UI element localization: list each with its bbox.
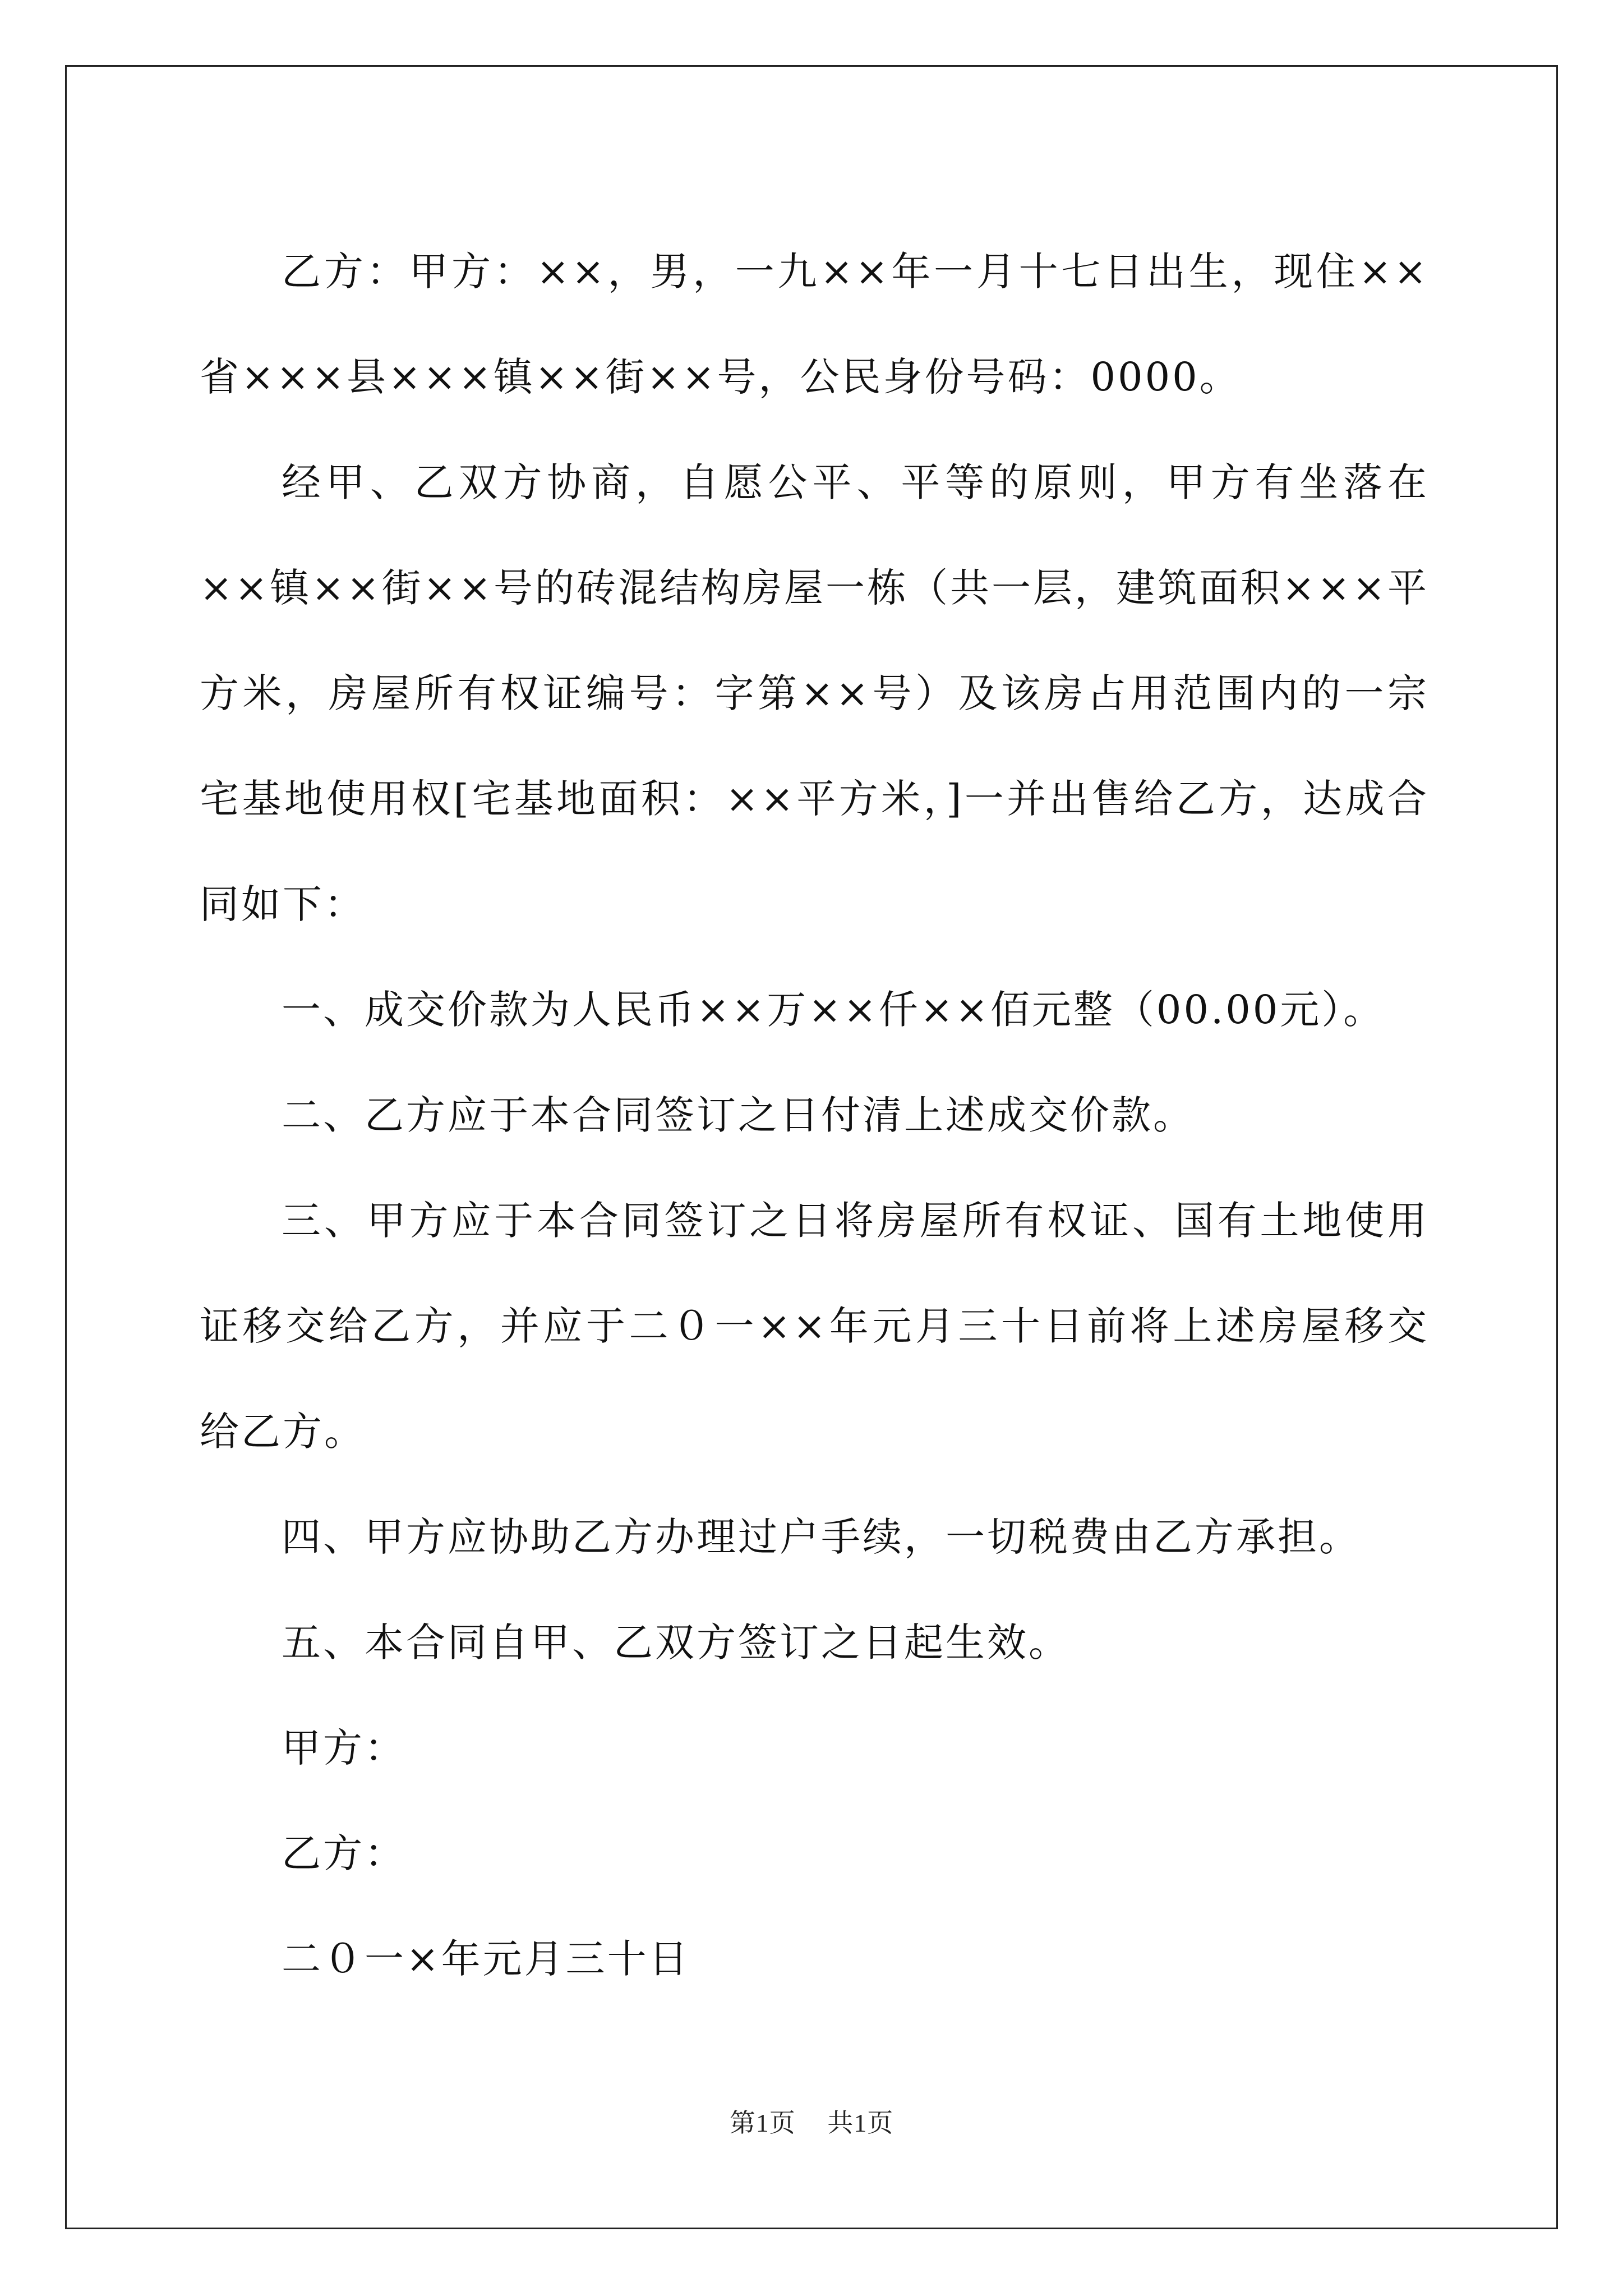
clause-2-payment: 二、乙方应于本合同签订之日付清上述成交价款。: [282, 1092, 1195, 1138]
clause-1-price: 一、成交价款为人民币××万××仟××佰元整（00.00元）。: [282, 987, 1385, 1033]
party-info-paragraph: 乙方：甲方：××，男，一九××年一月十七日出生，现住××省×××县×××镇××街××号，公民身份号码：0000。: [200, 249, 1429, 400]
page-footer: [0, 2102, 1623, 2139]
clause-5-effective: 五、本合同自甲、乙双方签订之日起生效。: [282, 1619, 1070, 1665]
agreement-intro-paragraph: 经甲、乙双方协商，自愿公平、平等的原则，甲方有坐落在××镇××街××号的砖混结构房屋一栋（共一层，建筑面积×××平方米，房屋所有权证编号：字第××号）及该房占用范围内的一宗宅基地使用权[宅基地面积：××平方米，]一并出售给乙方，达成合同如下：: [200, 459, 1429, 927]
signature-party-a: 甲方：: [282, 1725, 406, 1771]
signature-date: 二０一×年元月三十日: [282, 1936, 690, 1982]
clause-3-transfer: 三、甲方应于本合同签订之日将房屋所有权证、国有土地使用证移交给乙方，并应于二０一××年元月三十日前将上述房屋移交给乙方。: [200, 1198, 1429, 1455]
clause-4-procedures: 四、甲方应协助乙方办理过户手续，一切税费由乙方承担。: [282, 1514, 1361, 1560]
signature-party-b: 乙方：: [282, 1830, 406, 1876]
document-body: [200, 219, 1429, 2012]
page-number-total: 共1页: [827, 2109, 894, 2137]
page-number-current: 第1页: [729, 2109, 796, 2137]
